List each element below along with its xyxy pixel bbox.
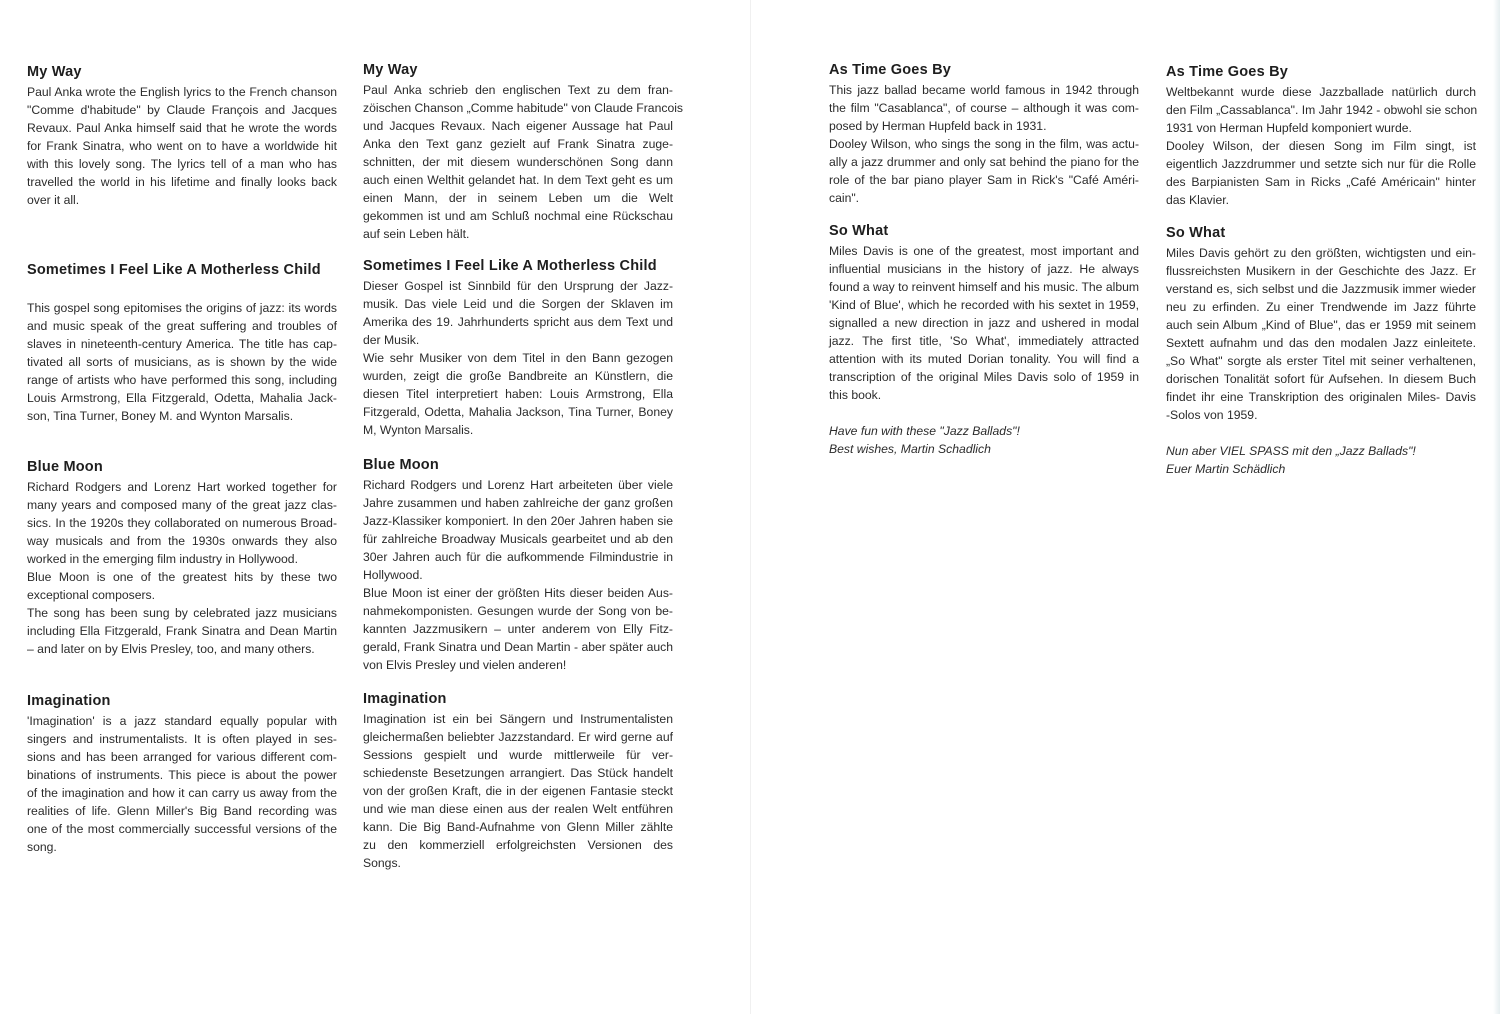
text-line: Louis Armstrong, Ella Fitzgerald, Odetta, Mahalia Jack- (27, 391, 337, 405)
article-section (363, 60, 684, 243)
paragraph (27, 604, 337, 658)
paragraph (829, 81, 1139, 135)
text-line: Weltbekannt wurde diese Jazzballade natürlich durch (1166, 85, 1476, 99)
text-line: tivated all sorts of musicians, as is shown by the wide (27, 355, 337, 369)
text-line: cain". (829, 191, 860, 205)
text-line: 30er Jahren auch für die aufkommende Filmindustrie in (363, 550, 673, 564)
article-section (27, 457, 337, 658)
text-line: The song has been sung by celebrated jazz musicians (27, 606, 337, 620)
paragraph (27, 83, 337, 209)
text-line: und wie man diese einen aus der realen Welt entführen (363, 802, 673, 816)
section-title: Sometimes I Feel Like A Motherless Child (363, 258, 657, 274)
text-line: findet ihr eine Transkription des originalen Miles- Davis (1166, 390, 1476, 404)
text-line: over it all. (27, 193, 80, 207)
article-section (363, 689, 673, 872)
paragraph (363, 277, 673, 349)
text-line: binations of instruments. This piece is about the power (27, 768, 337, 782)
text-line: der Musik. (363, 333, 420, 347)
section-title: My Way (363, 62, 418, 78)
text-line: gekommen ist und am Schluß nochmal eine Rückschau (363, 209, 673, 223)
closing-line: Have fun with these "Jazz Ballads"! (829, 424, 1020, 438)
text-line: Hollywood. (363, 568, 423, 582)
text-line: kann. Die Big Band-Aufnahme von Glenn Miller zählte (363, 820, 673, 834)
text-line: Songs. (363, 856, 401, 870)
text-line: posed by Herman Hupfeld back in 1931. (829, 119, 1047, 133)
text-line: the film "Casablanca", of course – although it was com- (829, 101, 1139, 115)
article-section (27, 260, 337, 425)
article-section (27, 62, 337, 209)
paragraph (27, 568, 337, 604)
text-line: verstand es, sich selbst und die Jazzmusik immer wieder (1166, 282, 1476, 296)
section-title: Blue Moon (363, 457, 439, 473)
text-line: für zahlreiche Broadway Musicals gearbeitet und ab den (363, 532, 673, 546)
text-line: von Elvis Presley und vielen anderen! (363, 658, 567, 672)
text-line: exceptional composers. (27, 588, 156, 602)
article-section (1166, 223, 1476, 424)
paragraph (363, 349, 673, 439)
article-section (829, 60, 1139, 207)
text-line: found a way to reinvent himself and his music. The album (829, 280, 1140, 294)
section-title: Sometimes I Feel Like A Motherless Child (27, 262, 321, 278)
text-line: Paul Anka schrieb den englischen Text zu dem fran- (363, 83, 673, 97)
text-line: Paul Anka wrote the English lyrics to the French chanson (27, 85, 337, 99)
section-title: As Time Goes By (1166, 64, 1289, 80)
text-line: role of the bar piano player Sam in Rick's "Café Améri- (829, 173, 1139, 187)
paragraph (363, 476, 673, 584)
paragraph (27, 299, 337, 425)
paragraph (363, 584, 673, 674)
signature-line: Euer Martin Schädlich (1166, 462, 1286, 476)
text-line: sions and has been arranged for various different com- (27, 750, 337, 764)
text-line: 'Kind of Blue', which he recorded with his sextet in 1959, (829, 298, 1139, 312)
text-line: flussreichsten Musikern in der Geschichte des Jazz. Er (1166, 264, 1476, 278)
text-line: diesen Titel interpretiert haben: Louis Armstrong, Ella (363, 387, 673, 401)
text-line: including Ella Fitzgerald, Frank Sinatra and Dean Martin (27, 624, 337, 638)
text-line: einen Mann, der in seinem Leben um die Welt (363, 191, 673, 205)
paragraph (1166, 83, 1476, 137)
text-line: many years and composed many of the great jazz clas- (27, 498, 337, 512)
text-line: auch einen Welthit gelandet hat. In dem Text geht es um (363, 173, 673, 187)
article-section (829, 221, 1139, 404)
text-line: 'Imagination' is a jazz standard equally popular with (27, 714, 337, 728)
text-line: nahmekomponisten. Gesungen wurde der Song von be- (363, 604, 673, 618)
text-line: – and later on by Elvis Presley, too, and many others. (27, 642, 315, 656)
section-title: So What (829, 223, 889, 239)
text-line: gleichermaßen beliebter Jazzstandard. Er wird gerne auf (363, 730, 673, 744)
text-line: Jazz-Klassiker komponiert. In den 20er Jahren haben sie (363, 514, 673, 528)
page-fold (750, 0, 751, 1014)
article-section (363, 455, 673, 674)
text-line: gerald, Frank Sinatra und Dean Martin - aber später auch (363, 640, 673, 654)
article-section (363, 256, 673, 439)
text-line: dorischen Tonalität sofort für Aufsehen. In diesem Buch (1166, 372, 1476, 386)
text-line: auch sein Album „Kind of Blue", das er 1959 mit seinem (1166, 318, 1476, 332)
text-line: Blue Moon is one of the greatest hits by these two (27, 570, 337, 584)
text-line: des Barpianisten Sam in Ricks „Café Américain" hinter (1166, 175, 1476, 189)
text-line: Sextett aufnahm und das den modalen Jazz einleitete. (1166, 336, 1476, 350)
signoff (829, 422, 1139, 458)
paragraph (363, 710, 673, 872)
text-line: ally a jazz drummer and only sat behind the piano for the (829, 155, 1139, 169)
text-line: Sessions gespielt und wurde mittlerweile für ver- (363, 748, 673, 762)
text-line: Revaux. Paul Anka himself said that he wrote the words (27, 121, 337, 135)
text-line: von der großen Kraft, die in der eigenen Fantasie steckt (363, 784, 673, 798)
text-line: Blue Moon ist einer der größten Hits dieser beiden Aus- (363, 586, 673, 600)
text-line: zöischen Chanson „Comme habitude" von Claude Francois (363, 101, 684, 115)
section-title: So What (1166, 225, 1226, 241)
section-title: Imagination (363, 691, 447, 707)
paragraph (27, 712, 337, 856)
text-line: signalled a new direction in jazz and ushered in modal (829, 316, 1139, 330)
text-line: for Frank Sinatra, who went on to have a worldwide hit (27, 139, 337, 153)
text-line: neu zu erfinden. Zu einer Trendwende im Jazz führte (1166, 300, 1476, 314)
text-line: Imagination ist ein bei Sängern und Instrumentalisten (363, 712, 673, 726)
paragraph (829, 135, 1139, 207)
text-line: Richard Rodgers und Lorenz Hart arbeiteten über viele (363, 478, 673, 492)
text-line: This gospel song epitomises the origins of jazz: its words (27, 301, 337, 315)
text-line: -Solos von 1959. (1166, 408, 1258, 422)
text-line: travelled the world in his lifetime and finally looks back (27, 175, 337, 189)
text-line: worked in the emerging film industry in Hollywood. (27, 552, 298, 566)
text-line: Jahre zusammen und haben zahlreiche der ganz großen (363, 496, 673, 510)
text-line: realities of life. Glenn Miller's Big Band recording was (27, 804, 337, 818)
text-line: eigentlich Jazzdrummer und setzte sich nur für die Rolle (1166, 157, 1476, 171)
spacer (27, 281, 337, 299)
text-line: "Comme d'habitude" by Claude François and Jacques (27, 103, 337, 117)
text-line: influential musicians in the history of jazz. He always (829, 262, 1139, 276)
article-section (27, 691, 337, 856)
text-line: auf sein Leben hält. (363, 227, 470, 241)
paragraph (1166, 244, 1476, 424)
text-line: This jazz ballad became world famous in 1942 through (829, 83, 1139, 97)
text-line: Dooley Wilson, der diesen Song im Film singt, ist (1166, 139, 1476, 153)
text-line: attention with its muted Dorian tonality. You will find a (829, 352, 1139, 366)
text-line: kannten Jazzmusikern – unter anderem von Elly Fitz- (363, 622, 673, 636)
page-edge (1493, 0, 1500, 1014)
article-section (1166, 62, 1476, 209)
text-line: with this lovely song. The lyrics tell of a man who has (27, 157, 337, 171)
text-line: Anka den Text ganz gezielt auf Frank Sinatra zuge- (363, 137, 673, 151)
section-title: Imagination (27, 693, 111, 709)
text-line: „So What" sorgte als erster Titel mit seiner verhaltenen, (1166, 354, 1476, 368)
paragraph (829, 242, 1139, 404)
text-line: Miles Davis is one of the greatest, most important and (829, 244, 1139, 258)
text-line: slaves in nineteenth-century America. The title has cap- (27, 337, 337, 351)
text-line: range of artists who have performed this song, including (27, 373, 337, 387)
text-line: way musicals and from the 1930s onwards they also (27, 534, 337, 548)
text-line: son, Tina Turner, Boney M. and Wynton Marsalis. (27, 409, 294, 423)
text-line: Wie sehr Musiker von dem Titel in den Bann gezogen (363, 351, 673, 365)
paragraph (363, 81, 684, 243)
text-line: 1931 von Herman Hupfeld komponiert wurde. (1166, 121, 1412, 135)
text-line: Dooley Wilson, who sings the song in the film, was actu- (829, 137, 1139, 151)
text-line: das Klavier. (1166, 193, 1230, 207)
text-line: schnitten, der mit diesem wunderschönen Song dann (363, 155, 673, 169)
text-line: this book. (829, 388, 882, 402)
text-line: sics. In the 1920s they collaborated on numerous Broad- (27, 516, 337, 530)
text-line: jazz. The first title, 'So What', immediately attracted (829, 334, 1139, 348)
section-title: Blue Moon (27, 459, 103, 475)
closing-line: Nun aber VIEL SPASS mit den „Jazz Ballads"! (1166, 444, 1416, 458)
paragraph (1166, 137, 1476, 209)
text-line: one of the most commercially successful versions of the (27, 822, 337, 836)
text-line: Amerika des 19. Jahrhunderts spricht aus dem Text und (363, 315, 673, 329)
text-line: transcription of the original Miles Davis solo of 1959 in (829, 370, 1139, 384)
text-line: M, Wynton Marsalis. (363, 423, 474, 437)
text-line: of the imagination and how it can carry us away from the (27, 786, 337, 800)
text-line: song. (27, 840, 57, 854)
text-line: singers and instrumentalists. It is often played in ses- (27, 732, 337, 746)
text-line: Dieser Gospel ist Sinnbild für den Ursprung der Jazz- (363, 279, 673, 293)
paragraph (27, 478, 337, 568)
signoff (1166, 442, 1476, 478)
text-line: Miles Davis gehört zu den größten, wichtigsten und ein- (1166, 246, 1476, 260)
text-line: musik. Das viele Leid und die Sorgen der Sklaven im (363, 297, 673, 311)
text-line: and music speak of the great suffering and troubles of (27, 319, 337, 333)
text-line: Richard Rodgers and Lorenz Hart worked together for (27, 480, 337, 494)
text-line: zu den kommerziell erfolgreichsten Versionen des (363, 838, 673, 852)
text-line: wurden, zeigt die große Bandbreite an Künstlern, die (363, 369, 673, 383)
section-title: My Way (27, 64, 82, 80)
signature-line: Best wishes, Martin Schadlich (829, 442, 991, 456)
text-line: schiedenste Besetzungen arrangiert. Das Stück handelt (363, 766, 673, 780)
text-line: und Jacques Revaux. Nach eigener Aussage hat Paul (363, 119, 673, 133)
text-line: den Film „Cassablanca". Im Jahr 1942 - obwohl sie schon (1166, 103, 1478, 117)
text-line: Fitzgerald, Odetta, Mahalia Jackson, Tina Turner, Boney (363, 405, 673, 419)
section-title: As Time Goes By (829, 62, 952, 78)
